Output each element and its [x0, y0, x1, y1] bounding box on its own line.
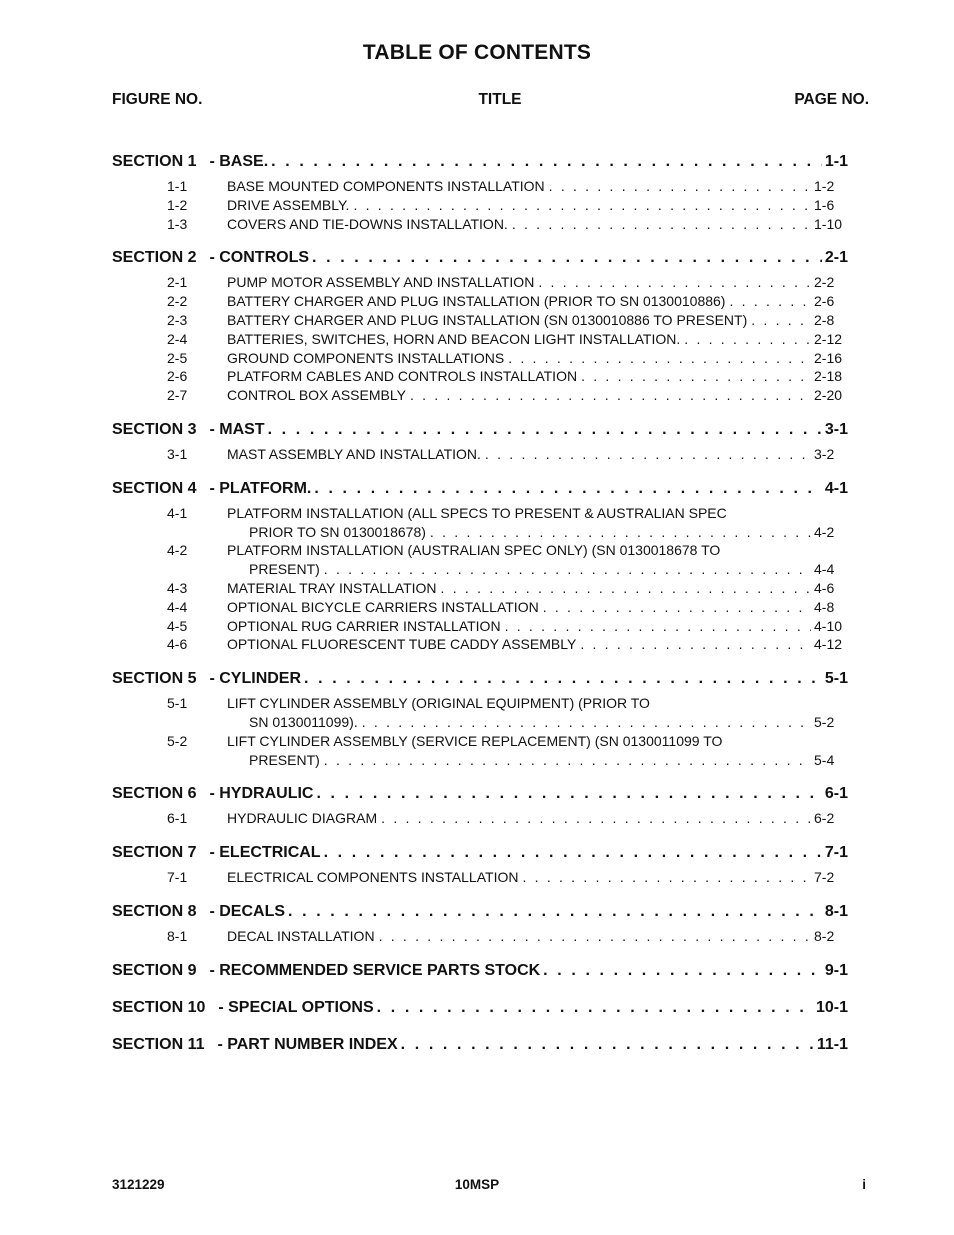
section-label: SECTION 8: [112, 902, 197, 920]
toc-section: [112, 150, 848, 233]
toc-entry[interactable]: [112, 215, 848, 234]
figure-number: 2-5: [167, 349, 188, 366]
section-row[interactable]: [112, 418, 848, 442]
entry-title: OPTIONAL BICYCLE CARRIERS INSTALLATION: [227, 598, 539, 615]
entry-title: DRIVE ASSEMBLY.: [227, 196, 350, 213]
toc-entry: [112, 732, 848, 751]
section-label: SECTION 4: [112, 479, 197, 497]
toc-entry[interactable]: [112, 386, 848, 405]
entry-page: 2-20: [814, 387, 843, 404]
section-title: - SPECIAL OPTIONS: [218, 998, 374, 1016]
figure-number: 4-2: [167, 542, 188, 559]
section-row[interactable]: [112, 667, 848, 691]
section-title: - CONTROLS: [209, 249, 310, 267]
page-no-header: PAGE NO.: [794, 91, 869, 108]
toc-section: [112, 667, 848, 769]
section-label: SECTION 9: [112, 961, 197, 979]
entry-page: 4-6: [814, 579, 835, 596]
toc-section: [112, 782, 848, 828]
entry-title: PRESENT): [249, 561, 320, 578]
entry-title: PRIOR TO SN 0130018678): [249, 523, 426, 540]
entry-page: 4-10: [814, 617, 843, 634]
section-page: 9-1: [824, 961, 848, 979]
section-entries: [112, 868, 848, 887]
entry-title: PRESENT): [249, 751, 320, 768]
toc-entry[interactable]: [112, 809, 848, 828]
dot-leader: [288, 900, 822, 924]
section-page: 7-1: [824, 844, 848, 862]
toc-section: [112, 841, 848, 887]
toc-entry[interactable]: [112, 751, 848, 770]
toc-entry[interactable]: [112, 927, 848, 946]
section-row[interactable]: [112, 150, 848, 174]
entry-page: 6-2: [814, 810, 835, 827]
model-name: 10MSP: [454, 1177, 500, 1192]
section-title: - ELECTRICAL: [209, 844, 321, 862]
dot-leader: [314, 477, 822, 501]
entry-page: 2-12: [814, 330, 843, 347]
dot-leader: [410, 386, 811, 405]
entry-page: 4-4: [814, 561, 835, 578]
entry-page: 1-6: [814, 196, 835, 213]
section-label: SECTION 10: [112, 998, 206, 1016]
figure-number: 2-3: [167, 311, 188, 328]
section-page: 5-1: [824, 670, 848, 688]
entry-title: PUMP MOTOR ASSEMBLY AND INSTALLATION: [227, 274, 535, 291]
entry-title: LIFT CYLINDER ASSEMBLY (ORIGINAL EQUIPMENT) (PRIOR TO: [227, 695, 650, 712]
section-entries: [112, 927, 848, 946]
entry-title: MAST ASSEMBLY AND INSTALLATION.: [227, 445, 481, 462]
section-label: SECTION 6: [112, 785, 197, 803]
section-entries: [112, 504, 848, 654]
toc-entry[interactable]: [112, 713, 848, 732]
page-number: i: [862, 1177, 866, 1192]
figure-number: 2-4: [167, 330, 188, 347]
toc-entry[interactable]: [112, 196, 848, 215]
toc-entry[interactable]: [112, 292, 848, 311]
entry-title: HYDRAULIC DIAGRAM: [227, 810, 378, 827]
entry-title: PLATFORM INSTALLATION (AUSTRALIAN SPEC ONLY) (SN 0130018678 TO: [227, 542, 721, 559]
toc-section: [112, 996, 848, 1020]
toc-section: [112, 1033, 848, 1057]
section-entries: [112, 809, 848, 828]
toc-entry[interactable]: [112, 349, 848, 368]
entry-title: ELECTRICAL COMPONENTS INSTALLATION: [227, 869, 519, 886]
section-label: SECTION 5: [112, 670, 197, 688]
dot-leader: [377, 996, 813, 1020]
dot-leader: [543, 959, 822, 983]
entry-title: COVERS AND TIE-DOWNS INSTALLATION.: [227, 215, 508, 232]
dot-leader: [522, 868, 811, 887]
entry-title: OPTIONAL RUG CARRIER INSTALLATION: [227, 617, 501, 634]
toc-entry: [112, 541, 848, 560]
entry-page: 5-2: [814, 713, 835, 730]
section-row[interactable]: [112, 841, 848, 865]
page-title: TABLE OF CONTENTS: [362, 41, 592, 64]
toc-entry: [112, 694, 848, 713]
toc-entry[interactable]: [112, 579, 848, 598]
toc-entry[interactable]: [112, 273, 848, 292]
toc-entry[interactable]: [112, 598, 848, 617]
section-title: - CYLINDER: [209, 670, 302, 688]
dot-leader: [430, 523, 811, 542]
entry-page: 4-12: [814, 636, 843, 653]
section-page: 1-1: [824, 153, 848, 170]
dot-leader: [729, 292, 811, 311]
section-label: SECTION 11: [112, 1035, 205, 1053]
toc-entry[interactable]: [112, 868, 848, 887]
entry-title: BATTERY CHARGER AND PLUG INSTALLATION (PRIOR TO SN 0130010886): [227, 293, 726, 310]
section-page: 4-1: [824, 479, 848, 497]
section-page: 10-1: [815, 998, 848, 1016]
section-title: - RECOMMENDED SERVICE PARTS STOCK: [209, 961, 541, 979]
entry-page: 4-2: [814, 523, 835, 540]
section-label: SECTION 1: [112, 153, 197, 170]
dot-leader: [312, 246, 822, 270]
toc-entry: [112, 504, 848, 523]
figure-no-header: FIGURE NO.: [112, 91, 203, 108]
section-row[interactable]: [112, 996, 848, 1020]
figure-number: 5-2: [167, 732, 188, 749]
entry-title: DECAL INSTALLATION: [227, 927, 375, 944]
dot-leader: [441, 579, 811, 598]
entry-title: BATTERY CHARGER AND PLUG INSTALLATION (SN 0130010886 TO PRESENT): [227, 311, 748, 328]
entry-page: 7-2: [814, 869, 835, 886]
dot-leader: [362, 713, 811, 732]
section-row[interactable]: [112, 246, 848, 270]
dot-leader: [316, 782, 821, 806]
section-page: 11-1: [816, 1035, 848, 1053]
document-number: 3121229: [112, 1177, 165, 1192]
dot-leader: [324, 751, 811, 770]
figure-number: 8-1: [167, 927, 188, 944]
section-row[interactable]: [112, 900, 848, 924]
entry-page: 8-2: [814, 927, 835, 944]
figure-number: 5-1: [167, 695, 188, 712]
entry-title: SN 0130011099).: [249, 713, 358, 730]
entry-title: PLATFORM INSTALLATION (ALL SPECS TO PRESENT & AUSTRALIAN SPEC: [227, 504, 727, 521]
figure-number: 3-1: [167, 445, 188, 462]
entry-title: BATTERIES, SWITCHES, HORN AND BEACON LIGHT INSTALLATION.: [227, 330, 681, 347]
figure-number: 4-1: [167, 504, 188, 521]
figure-number: 4-6: [167, 636, 188, 653]
section-page: 6-1: [824, 785, 848, 803]
section-page: 8-1: [824, 902, 848, 920]
section-title: - PART NUMBER INDEX: [217, 1035, 398, 1053]
entry-title: CONTROL BOX ASSEMBLY: [227, 387, 406, 404]
dot-leader: [580, 635, 811, 654]
entry-page: 2-6: [814, 293, 835, 310]
dot-leader: [505, 617, 811, 636]
dot-leader: [751, 311, 811, 330]
entry-page: 2-16: [814, 349, 843, 366]
figure-number: 6-1: [167, 810, 188, 827]
section-label: SECTION 2: [112, 249, 197, 267]
section-title: - MAST: [209, 420, 265, 438]
section-row[interactable]: [112, 959, 848, 983]
toc-entry[interactable]: [112, 367, 848, 386]
figure-number: 2-1: [167, 274, 188, 291]
table-of-contents: [112, 150, 848, 1070]
toc-entry[interactable]: [112, 617, 848, 636]
dot-leader: [381, 809, 811, 828]
entry-title: LIFT CYLINDER ASSEMBLY (SERVICE REPLACEMENT) (SN 0130011099 TO: [227, 732, 723, 749]
toc-section: [112, 477, 848, 654]
dot-leader: [538, 273, 811, 292]
section-entries: [112, 177, 848, 233]
entry-title: BASE MOUNTED COMPONENTS INSTALLATION: [227, 178, 545, 194]
dot-leader: [485, 445, 811, 464]
toc-entry[interactable]: [112, 635, 848, 654]
entry-page: 2-18: [814, 368, 843, 385]
section-page: 3-1: [824, 420, 848, 438]
dot-leader: [549, 177, 811, 196]
section-row[interactable]: [112, 782, 848, 806]
entry-page: 5-4: [814, 751, 835, 768]
dot-leader: [512, 215, 811, 234]
figure-number: 1-3: [167, 215, 188, 232]
section-entries: [112, 273, 848, 405]
section-entries: [112, 445, 848, 464]
dot-leader: [268, 418, 822, 442]
toc-entry[interactable]: [112, 523, 848, 542]
toc-entry[interactable]: [112, 177, 848, 196]
section-row[interactable]: [112, 477, 848, 501]
dot-leader: [304, 667, 822, 691]
dot-leader: [271, 150, 822, 174]
figure-number: 1-2: [167, 196, 188, 213]
section-row[interactable]: [112, 1033, 848, 1057]
entry-page: 4-8: [814, 598, 835, 615]
entry-title: GROUND COMPONENTS INSTALLATIONS: [227, 349, 505, 366]
section-title: - DECALS: [209, 902, 286, 920]
dot-leader: [581, 367, 811, 386]
dot-leader: [684, 330, 811, 349]
figure-number: 2-2: [167, 293, 188, 310]
figure-number: 7-1: [167, 869, 188, 886]
dot-leader: [324, 560, 811, 579]
toc-entry[interactable]: [112, 311, 848, 330]
section-title: - PLATFORM.: [209, 479, 312, 497]
toc-section: [112, 246, 848, 405]
entry-page: 1-2: [814, 178, 835, 194]
entry-title: PLATFORM CABLES AND CONTROLS INSTALLATION: [227, 368, 578, 385]
dot-leader: [543, 598, 811, 617]
toc-entry[interactable]: [112, 330, 848, 349]
dot-leader: [379, 927, 811, 946]
figure-number: 4-5: [167, 617, 188, 634]
toc-entry[interactable]: [112, 560, 848, 579]
toc-section: [112, 418, 848, 464]
figure-number: 1-1: [167, 178, 188, 194]
figure-number: 4-4: [167, 598, 188, 615]
toc-section: [112, 959, 848, 983]
dot-leader: [508, 349, 811, 368]
dot-leader: [353, 196, 811, 215]
section-label: SECTION 3: [112, 420, 197, 438]
section-entries: [112, 694, 848, 769]
figure-number: 2-6: [167, 368, 188, 385]
figure-number: 4-3: [167, 579, 188, 596]
title-header: TITLE: [478, 91, 522, 108]
toc-entry[interactable]: [112, 445, 848, 464]
section-title: - HYDRAULIC: [209, 785, 314, 803]
entry-page: 2-2: [814, 274, 835, 291]
entry-title: OPTIONAL FLUORESCENT TUBE CADDY ASSEMBLY: [227, 636, 577, 653]
entry-title: MATERIAL TRAY INSTALLATION: [227, 579, 437, 596]
entry-page: 3-2: [814, 445, 835, 462]
dot-leader: [324, 841, 822, 865]
entry-page: 2-8: [814, 311, 835, 328]
entry-page: 1-10: [814, 215, 843, 232]
toc-section: [112, 900, 848, 946]
dot-leader: [401, 1033, 814, 1057]
section-title: - BASE.: [209, 153, 269, 170]
section-page: 2-1: [824, 249, 848, 267]
section-label: SECTION 7: [112, 844, 197, 862]
figure-number: 2-7: [167, 387, 188, 404]
